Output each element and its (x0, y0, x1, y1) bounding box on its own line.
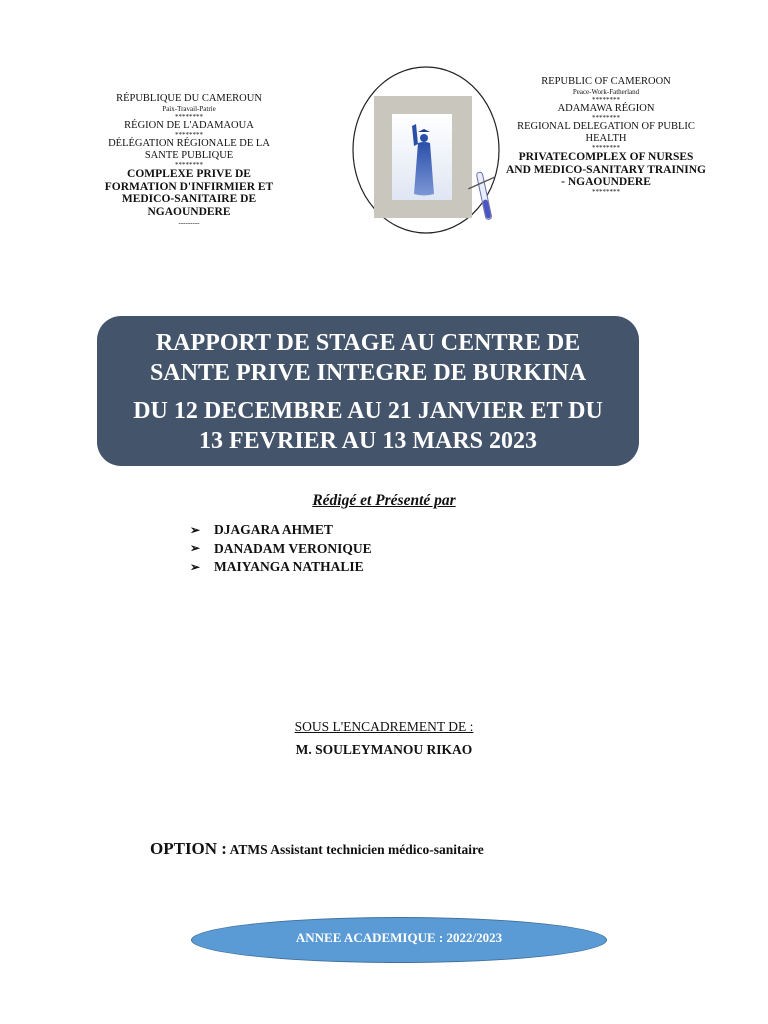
supervision-label: SOUS L'ENCADREMENT DE : (294, 719, 474, 734)
school-en-2: AND MEDICO-SANITARY TRAINING (505, 163, 706, 176)
arrow-bullet-icon: ➢ (190, 541, 201, 556)
school-en-1: PRIVATECOMPLEX OF NURSES (518, 151, 694, 163)
author-name: DJAGARA AHMET (214, 522, 333, 538)
separator: ******** (592, 187, 620, 196)
report-title-box (97, 316, 639, 466)
list-item (190, 521, 372, 540)
delegation-fr-1: DÉLÉGATION RÉGIONALE DE LA (108, 138, 270, 149)
report-dates-line-1: DU 12 DECEMBRE AU 21 JANVIER ET DU (133, 398, 603, 424)
motto-en: Peace-Work-Fatherland (572, 88, 640, 96)
report-dates-line-2: 13 FEVRIER AU 13 MARS 2023 (198, 428, 537, 454)
arrow-bullet-icon: ➢ (190, 559, 201, 574)
graduate-logo-icon (352, 66, 500, 234)
academic-year-badge: ANNEE ACADEMIQUE : 2022/2023 (191, 917, 607, 963)
region-en: ADAMAWA RÉGION (557, 103, 655, 114)
header-left (98, 93, 280, 228)
option-value: ATMS Assistant technicien médico-sanitaire (226, 842, 484, 857)
list-item (190, 540, 372, 559)
delegation-fr-2: SANTE PUBLIQUE (144, 150, 234, 161)
delegation-en-1: REGIONAL DELEGATION OF PUBLIC (517, 121, 695, 132)
region-fr: RÉGION DE L'ADAMAOUA (124, 120, 254, 131)
country-name-fr: RÉPUBLIQUE DU CAMEROUN (116, 93, 262, 104)
report-title-line-1: RAPPORT DE STAGE AU CENTRE DE (155, 330, 581, 356)
school-fr-3: MEDICO-SANITAIRE DE (121, 193, 257, 205)
school-en-3: - NGAOUNDERE (561, 176, 651, 188)
option-label: OPTION : (150, 839, 227, 858)
school-fr-4: NGAOUNDERE (147, 205, 231, 218)
separator: ******** (592, 96, 620, 104)
separator: ******** (592, 114, 620, 122)
separator: ******** (592, 144, 620, 152)
authors-list (190, 521, 372, 577)
country-name-en: REPUBLIC OF CAMEROON (541, 76, 671, 87)
separator: ******** (175, 131, 203, 139)
option-line (150, 839, 484, 859)
report-title-line-2: SANTE PRIVE INTEGRE DE BURKINA (149, 360, 587, 386)
author-name: DANADAM VERONIQUE (214, 540, 372, 556)
delegation-en-2: HEALTH (585, 133, 627, 144)
separator: ******** (175, 161, 203, 169)
school-logo (352, 66, 500, 234)
school-fr-2: FORMATION D'INFIRMIER ET (104, 180, 274, 193)
school-fr-1: COMPLEXE PRIVE DE (127, 168, 251, 180)
separator: --------- (178, 219, 200, 227)
author-name: MAIYANGA NATHALIE (214, 559, 364, 575)
authors-heading: Rédigé et Présenté par (312, 492, 456, 509)
header-right (500, 76, 712, 195)
motto-fr: Paix-Travail-Patrie (162, 105, 216, 113)
separator: ******** (175, 113, 203, 121)
supervisor-name: M. SOULEYMANOU RIKAO (295, 742, 473, 757)
arrow-bullet-icon: ➢ (190, 522, 201, 537)
list-item (190, 558, 372, 577)
